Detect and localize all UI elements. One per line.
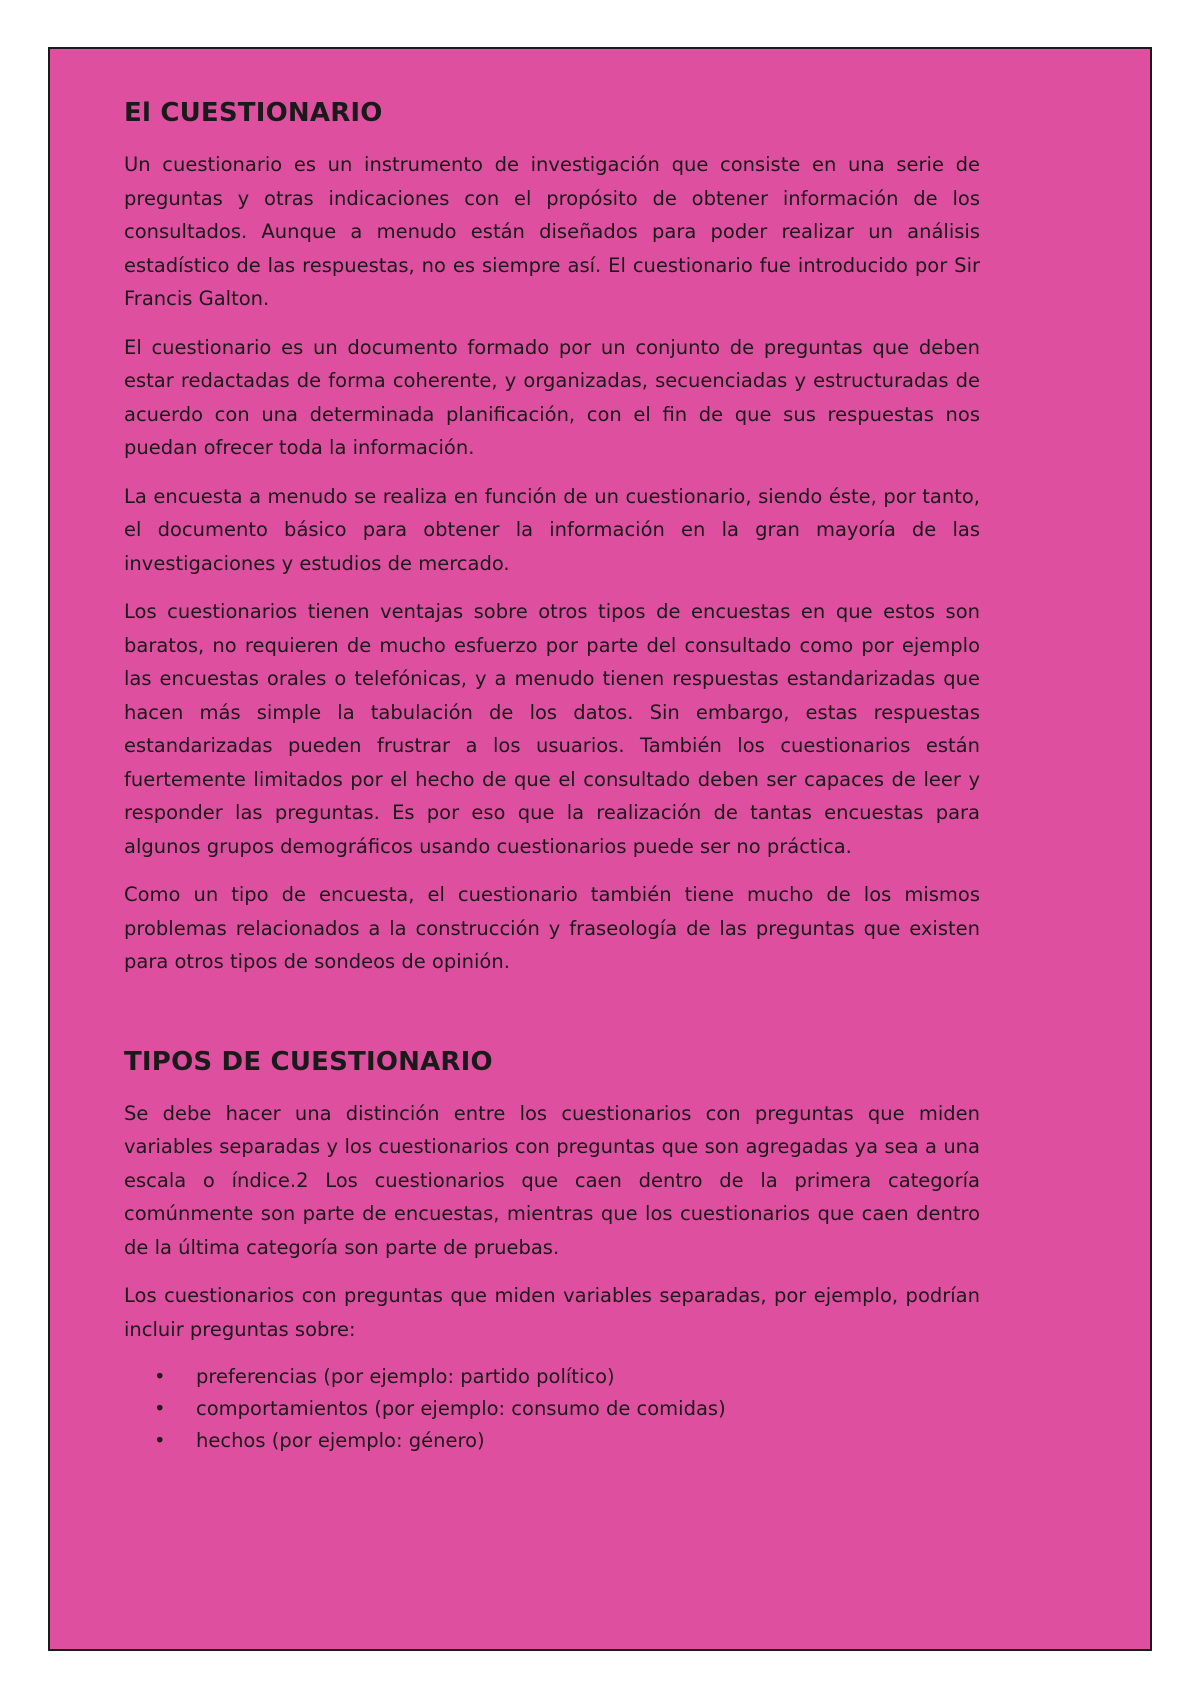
paragraph: El cuestionario es un documento formado por un conjunto de preguntas que deben estar redactadas de forma coherente, y organizadas, secuenciadas y estructuradas de acuerdo con una determinada planificación, con el fin de que sus respuestas nos puedan ofrecer toda la información. bbox=[124, 335, 980, 459]
paragraph: Como un tipo de encuesta, el cuestionario también tiene mucho de los mismos problemas relacionados a la construcción y fraseología de las preguntas que existen para otros tipos de sondeos de opinión. bbox=[124, 883, 980, 973]
list-item-text: hechos (por ejemplo: género) bbox=[196, 1429, 485, 1452]
bullet-icon: • bbox=[154, 1397, 166, 1420]
section-title-cuestionario: El CUESTIONARIO bbox=[124, 98, 383, 128]
list-item-text: comportamientos (por ejemplo: consumo de comidas) bbox=[196, 1397, 726, 1420]
document-content bbox=[124, 98, 980, 1457]
list-item bbox=[154, 1393, 980, 1425]
list-item-text: preferencias (por ejemplo: partido político) bbox=[196, 1365, 615, 1388]
list-item bbox=[154, 1425, 980, 1457]
paragraph: Se debe hacer una distinción entre los cuestionarios con preguntas que miden variables separadas y los cuestionarios con preguntas que son agregadas ya sea a una escala o índice.2 Los cuestionarios que caen dentro de la primera categoría comúnmente son parte de encuestas, mientras que los cuestionarios que caen dentro de la última categoría son parte de pruebas. bbox=[124, 1101, 980, 1259]
bullet-icon: • bbox=[154, 1429, 166, 1452]
paragraph: Un cuestionario es un instrumento de investigación que consiste en una serie de preguntas y otras indicaciones con el propósito de obtener información de los consultados. Aunque a menudo están diseñados para poder realizar un análisis estadístico de las respuestas, no es siempre así. El cuestionario fue introducido por Sir Francis Galton. bbox=[124, 153, 980, 310]
paragraph: Los cuestionarios con preguntas que miden variables separadas, por ejemplo, podrían incluir preguntas sobre: bbox=[124, 1284, 980, 1341]
paragraph: Los cuestionarios tienen ventajas sobre otros tipos de encuestas en que estos son baratos, no requieren de mucho esfuerzo por parte del consultado como por ejemplo las encuestas orales o telefónicas, y a menudo tienen respuestas estandarizadas que hacen más simple la tabulación de los datos. Sin embargo, estas respuestas estandarizadas pueden frustrar a los usuarios. También los cuestionarios están fuertemente limitados por el hecho de que el consultado deben ser capaces de leer y responder las preguntas. Es por eso que la realización de tantas encuestas para algunos grupos demográficos usando cuestionarios puede ser no práctica. bbox=[124, 600, 980, 858]
list-item bbox=[154, 1361, 980, 1393]
paragraph: La encuesta a menudo se realiza en función de un cuestionario, siendo éste, por tanto, el documento básico para obtener la información en la gran mayoría de las investigaciones y estudios de mercado. bbox=[124, 484, 980, 575]
section-title-tipos: TIPOS DE CUESTIONARIO bbox=[124, 1046, 493, 1077]
bullet-icon: • bbox=[154, 1365, 166, 1388]
bullet-list bbox=[124, 1361, 980, 1457]
